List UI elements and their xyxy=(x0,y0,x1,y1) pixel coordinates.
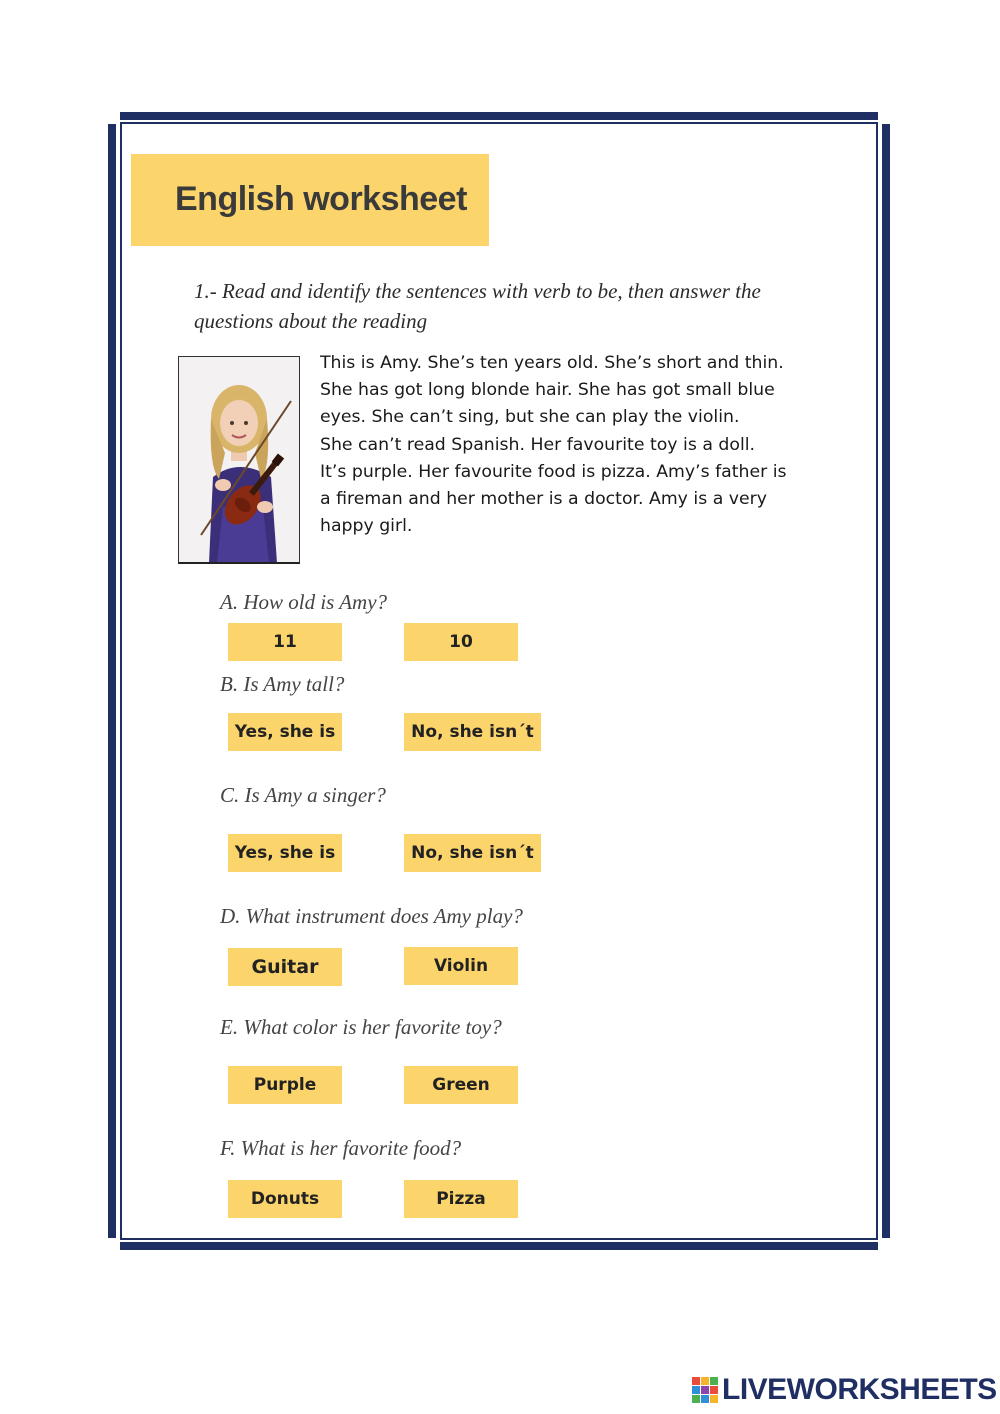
reading-line: It’s purple. Her favourite food is pizza. Amy’s father is xyxy=(320,461,787,482)
reading-line: a fireman and her mother is a doctor. Amy is a very xyxy=(320,489,767,510)
question-e: E. What color is her favorite toy? xyxy=(220,1015,502,1039)
reading-passage xyxy=(320,350,840,540)
title-banner xyxy=(131,154,489,246)
frame-corner xyxy=(108,112,120,124)
logo-text: LIVEWORKSHEETS xyxy=(722,1373,997,1406)
frame-corner xyxy=(878,1238,890,1250)
answer-option-b2[interactable]: No, she isn´t xyxy=(404,713,541,751)
reading-line: She has got long blonde hair. She has got small blue xyxy=(320,380,775,401)
answer-option-d1[interactable]: Guitar xyxy=(228,948,342,986)
answer-option-f1[interactable]: Donuts xyxy=(228,1180,342,1218)
answer-option-c1[interactable]: Yes, she is xyxy=(228,834,342,872)
liveworksheets-logo xyxy=(692,1373,997,1407)
instruction-line: questions about the reading xyxy=(194,309,428,333)
reading-line: This is Amy. She’s ten years old. She’s short and thin. xyxy=(320,353,784,373)
frame-corner xyxy=(878,112,890,124)
question-f: F. What is her favorite food? xyxy=(220,1136,462,1160)
frame-corner xyxy=(108,1238,120,1250)
answer-option-c2[interactable]: No, she isn´t xyxy=(404,834,541,872)
answer-option-d2[interactable]: Violin xyxy=(404,947,518,985)
reading-line: eyes. She can’t sing, but she can play the violin. xyxy=(320,407,740,428)
page-title: English worksheet xyxy=(175,180,467,218)
question-c: C. Is Amy a singer? xyxy=(220,783,386,807)
question-b: B. Is Amy tall? xyxy=(220,672,345,696)
reading-line: happy girl. xyxy=(320,516,413,537)
logo-blocks-icon xyxy=(692,1377,718,1403)
answer-option-f2[interactable]: Pizza xyxy=(404,1180,518,1218)
answer-option-a2[interactable]: 10 xyxy=(404,623,518,661)
reading-line: She can’t read Spanish. Her favourite toy is a doll. xyxy=(320,434,756,455)
answer-option-e1[interactable]: Purple xyxy=(228,1066,342,1104)
answer-option-e2[interactable]: Green xyxy=(404,1066,518,1104)
girl-with-violin-photo xyxy=(178,356,300,564)
exercise-instruction xyxy=(194,276,834,336)
answer-option-b1[interactable]: Yes, she is xyxy=(228,713,342,751)
question-a: A. How old is Amy? xyxy=(220,590,388,614)
answer-option-a1[interactable]: 11 xyxy=(228,623,342,661)
question-d: D. What instrument does Amy play? xyxy=(220,904,523,928)
instruction-line: 1.- Read and identify the sentences with verb to be, then answer the xyxy=(194,279,761,303)
